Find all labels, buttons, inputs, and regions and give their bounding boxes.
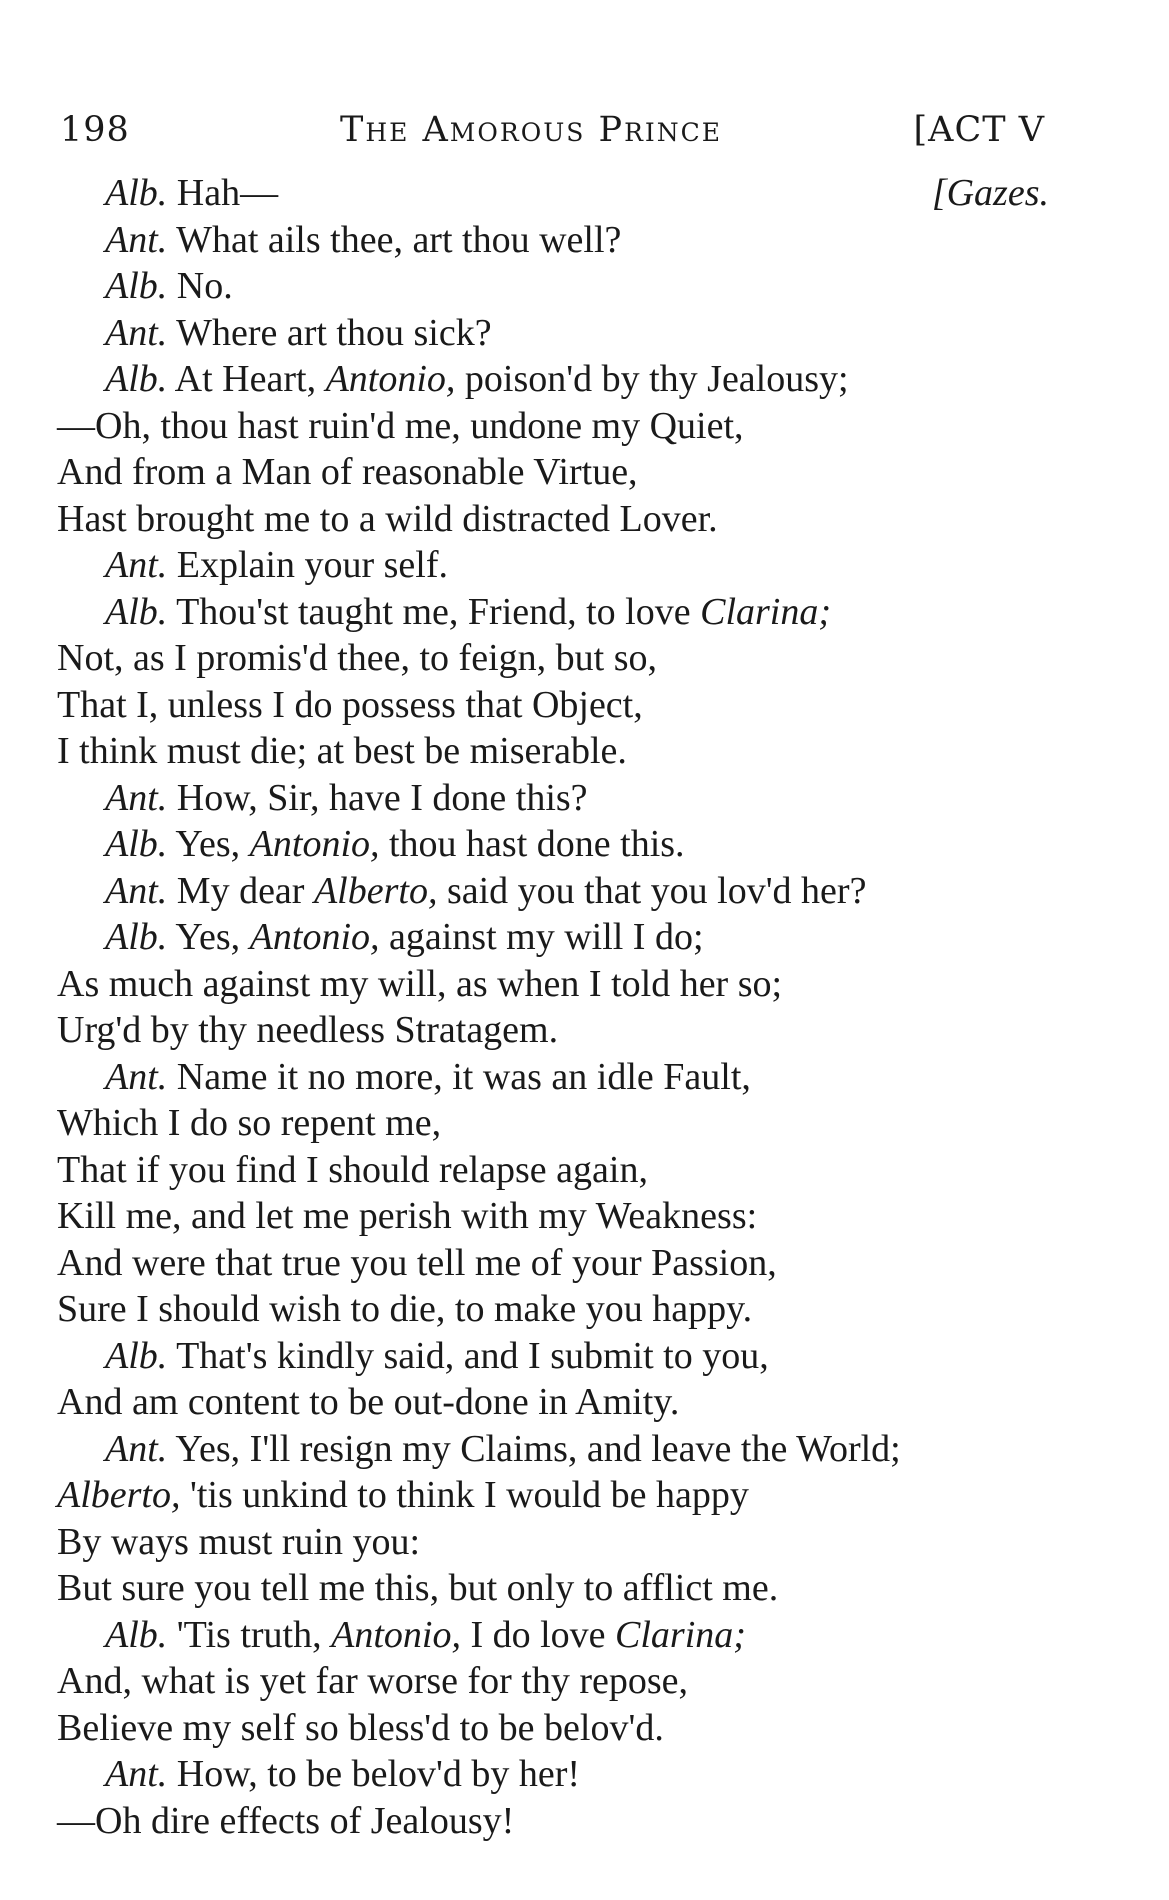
verse-line — [0, 728, 1169, 775]
italic-name: Alberto, — [313, 869, 438, 912]
line-text: Kill me, and let me perish with my Weakness: — [57, 1195, 758, 1237]
line-text: Urg'd by thy needless Stratagem. — [57, 1009, 559, 1051]
speaker-name: Ant. — [105, 1055, 168, 1098]
verse-line — [0, 1193, 1169, 1240]
verse-line — [0, 682, 1169, 729]
speaker-name: Alb. — [105, 916, 168, 958]
line-text: against my will I do; — [379, 916, 704, 958]
line-text: said you that you lov'd her? — [437, 869, 867, 912]
stage-direction: [Gazes. — [931, 172, 1049, 214]
verse-line — [0, 775, 1169, 822]
verse-line — [0, 542, 1169, 589]
line-text: Yes, — [167, 916, 250, 958]
verse-line — [0, 1100, 1169, 1147]
line-text: I think must die; at best be miserable. — [57, 730, 627, 772]
line-text: At Heart, — [167, 358, 326, 400]
line-text: By ways must ruin you: — [57, 1520, 421, 1563]
verse-line — [0, 1379, 1169, 1426]
running-title: The Amorous Prince — [340, 110, 723, 150]
act-marker: [ACT V — [913, 110, 1045, 150]
line-text: What ails thee, art thou well? — [167, 218, 622, 261]
verse-line — [0, 868, 1169, 915]
speaker-name: Alb. — [105, 1613, 168, 1656]
verse-line — [0, 914, 1169, 961]
verse-line — [0, 1519, 1169, 1566]
verse-line — [0, 1565, 1169, 1612]
verse-line — [0, 170, 1169, 217]
line-text: Explain your self. — [167, 544, 448, 586]
line-text: —Oh dire effects of Jealousy! — [57, 1799, 515, 1842]
line-text: Hah— — [167, 172, 279, 214]
verse-line — [0, 356, 1169, 403]
line-text: That I, unless I do possess that Object, — [57, 683, 643, 726]
line-text: I do love — [460, 1613, 616, 1656]
line-text: No. — [167, 265, 233, 307]
speaker-name: Alb. — [105, 172, 168, 214]
line-text: Hast brought me to a wild distracted Lover. — [57, 497, 718, 540]
speaker-name: Ant. — [105, 776, 168, 819]
line-text: And from a Man of reasonable Virtue, — [57, 451, 638, 493]
verse-line — [0, 263, 1169, 310]
line-text: Yes, — [167, 823, 250, 865]
verse-line — [0, 1286, 1169, 1333]
speaker-name: Alb. — [105, 590, 168, 633]
speaker-name: Alb. — [105, 1334, 168, 1377]
line-text: And, what is yet far worse for thy repose, — [57, 1660, 689, 1702]
speaker-name: Alb. — [105, 265, 168, 307]
verse-line — [0, 1798, 1169, 1845]
italic-name: Antonio, — [331, 1613, 461, 1656]
speaker-name: Ant. — [105, 544, 168, 586]
speaker-name: Ant. — [105, 1753, 168, 1795]
verse-line — [0, 449, 1169, 496]
verse-line — [0, 1007, 1169, 1054]
verse-line — [0, 1612, 1169, 1659]
page-number: 198 — [60, 110, 130, 150]
verse-line — [0, 1658, 1169, 1705]
italic-name: Antonio, — [325, 358, 456, 400]
line-text: Believe my self so bless'd to be belov'd. — [57, 1706, 664, 1749]
verse-line — [0, 1054, 1169, 1101]
running-header — [60, 110, 1045, 160]
line-text: Yes, I'll resign my Claims, and leave the World; — [167, 1427, 901, 1470]
verse-line — [0, 1426, 1169, 1473]
line-text: How, Sir, have I done this? — [167, 776, 588, 819]
line-text: My dear — [167, 869, 314, 912]
line-text: Which I do so repent me, — [57, 1102, 442, 1144]
line-text: How, to be belov'd by her! — [167, 1753, 581, 1795]
line-text: That's kindly said, and I submit to you, — [167, 1334, 769, 1377]
line-text: But sure you tell me this, but only to afflict me. — [57, 1567, 779, 1609]
italic-name: Antonio, — [249, 823, 380, 865]
verse-line — [0, 403, 1169, 450]
verse-line — [0, 1333, 1169, 1380]
verse-line — [0, 821, 1169, 868]
speaker-name: Ant. — [105, 1427, 168, 1470]
line-text: Sure I should wish to die, to make you happy. — [57, 1288, 753, 1330]
speaker-name: Alb. — [105, 823, 168, 865]
line-text: Thou'st taught me, Friend, to love — [167, 590, 701, 633]
italic-name: Clarina; — [615, 1613, 746, 1656]
verse-line — [0, 589, 1169, 636]
verse-line — [0, 310, 1169, 357]
line-text: Where art thou sick? — [167, 311, 492, 354]
line-text: That if you find I should relapse again, — [57, 1148, 648, 1191]
play-text — [0, 170, 1169, 1844]
verse-line — [0, 496, 1169, 543]
verse-line — [0, 1705, 1169, 1752]
line-text: 'Tis truth, — [167, 1613, 332, 1656]
verse-line — [0, 217, 1169, 264]
verse-line — [0, 1240, 1169, 1287]
line-text: thou hast done this. — [379, 823, 685, 865]
speaker-name: Ant. — [105, 869, 168, 912]
speaker-name: Alb. — [105, 358, 168, 400]
line-text: As much against my will, as when I told her so; — [57, 962, 783, 1005]
line-text: 'tis unkind to think I would be happy — [180, 1474, 749, 1516]
line-text: —Oh, thou hast ruin'd me, undone my Quiet, — [57, 404, 744, 447]
verse-line — [0, 1751, 1169, 1798]
line-text: And were that true you tell me of your Passion, — [57, 1241, 777, 1284]
speaker-name: Ant. — [105, 218, 168, 261]
speaker-name: Ant. — [105, 311, 168, 354]
line-text: And am content to be out-done in Amity. — [57, 1381, 680, 1423]
line-text: Not, as I promis'd thee, to feign, but so, — [57, 637, 657, 679]
italic-name: Antonio, — [249, 916, 380, 958]
verse-line — [0, 1472, 1169, 1519]
verse-line — [0, 1147, 1169, 1194]
italic-name: Clarina; — [700, 590, 832, 633]
italic-name: Alberto, — [57, 1474, 181, 1516]
verse-line — [0, 635, 1169, 682]
verse-line — [0, 961, 1169, 1008]
line-text: poison'd by thy Jealousy; — [455, 358, 849, 400]
line-text: Name it no more, it was an idle Fault, — [167, 1055, 751, 1098]
